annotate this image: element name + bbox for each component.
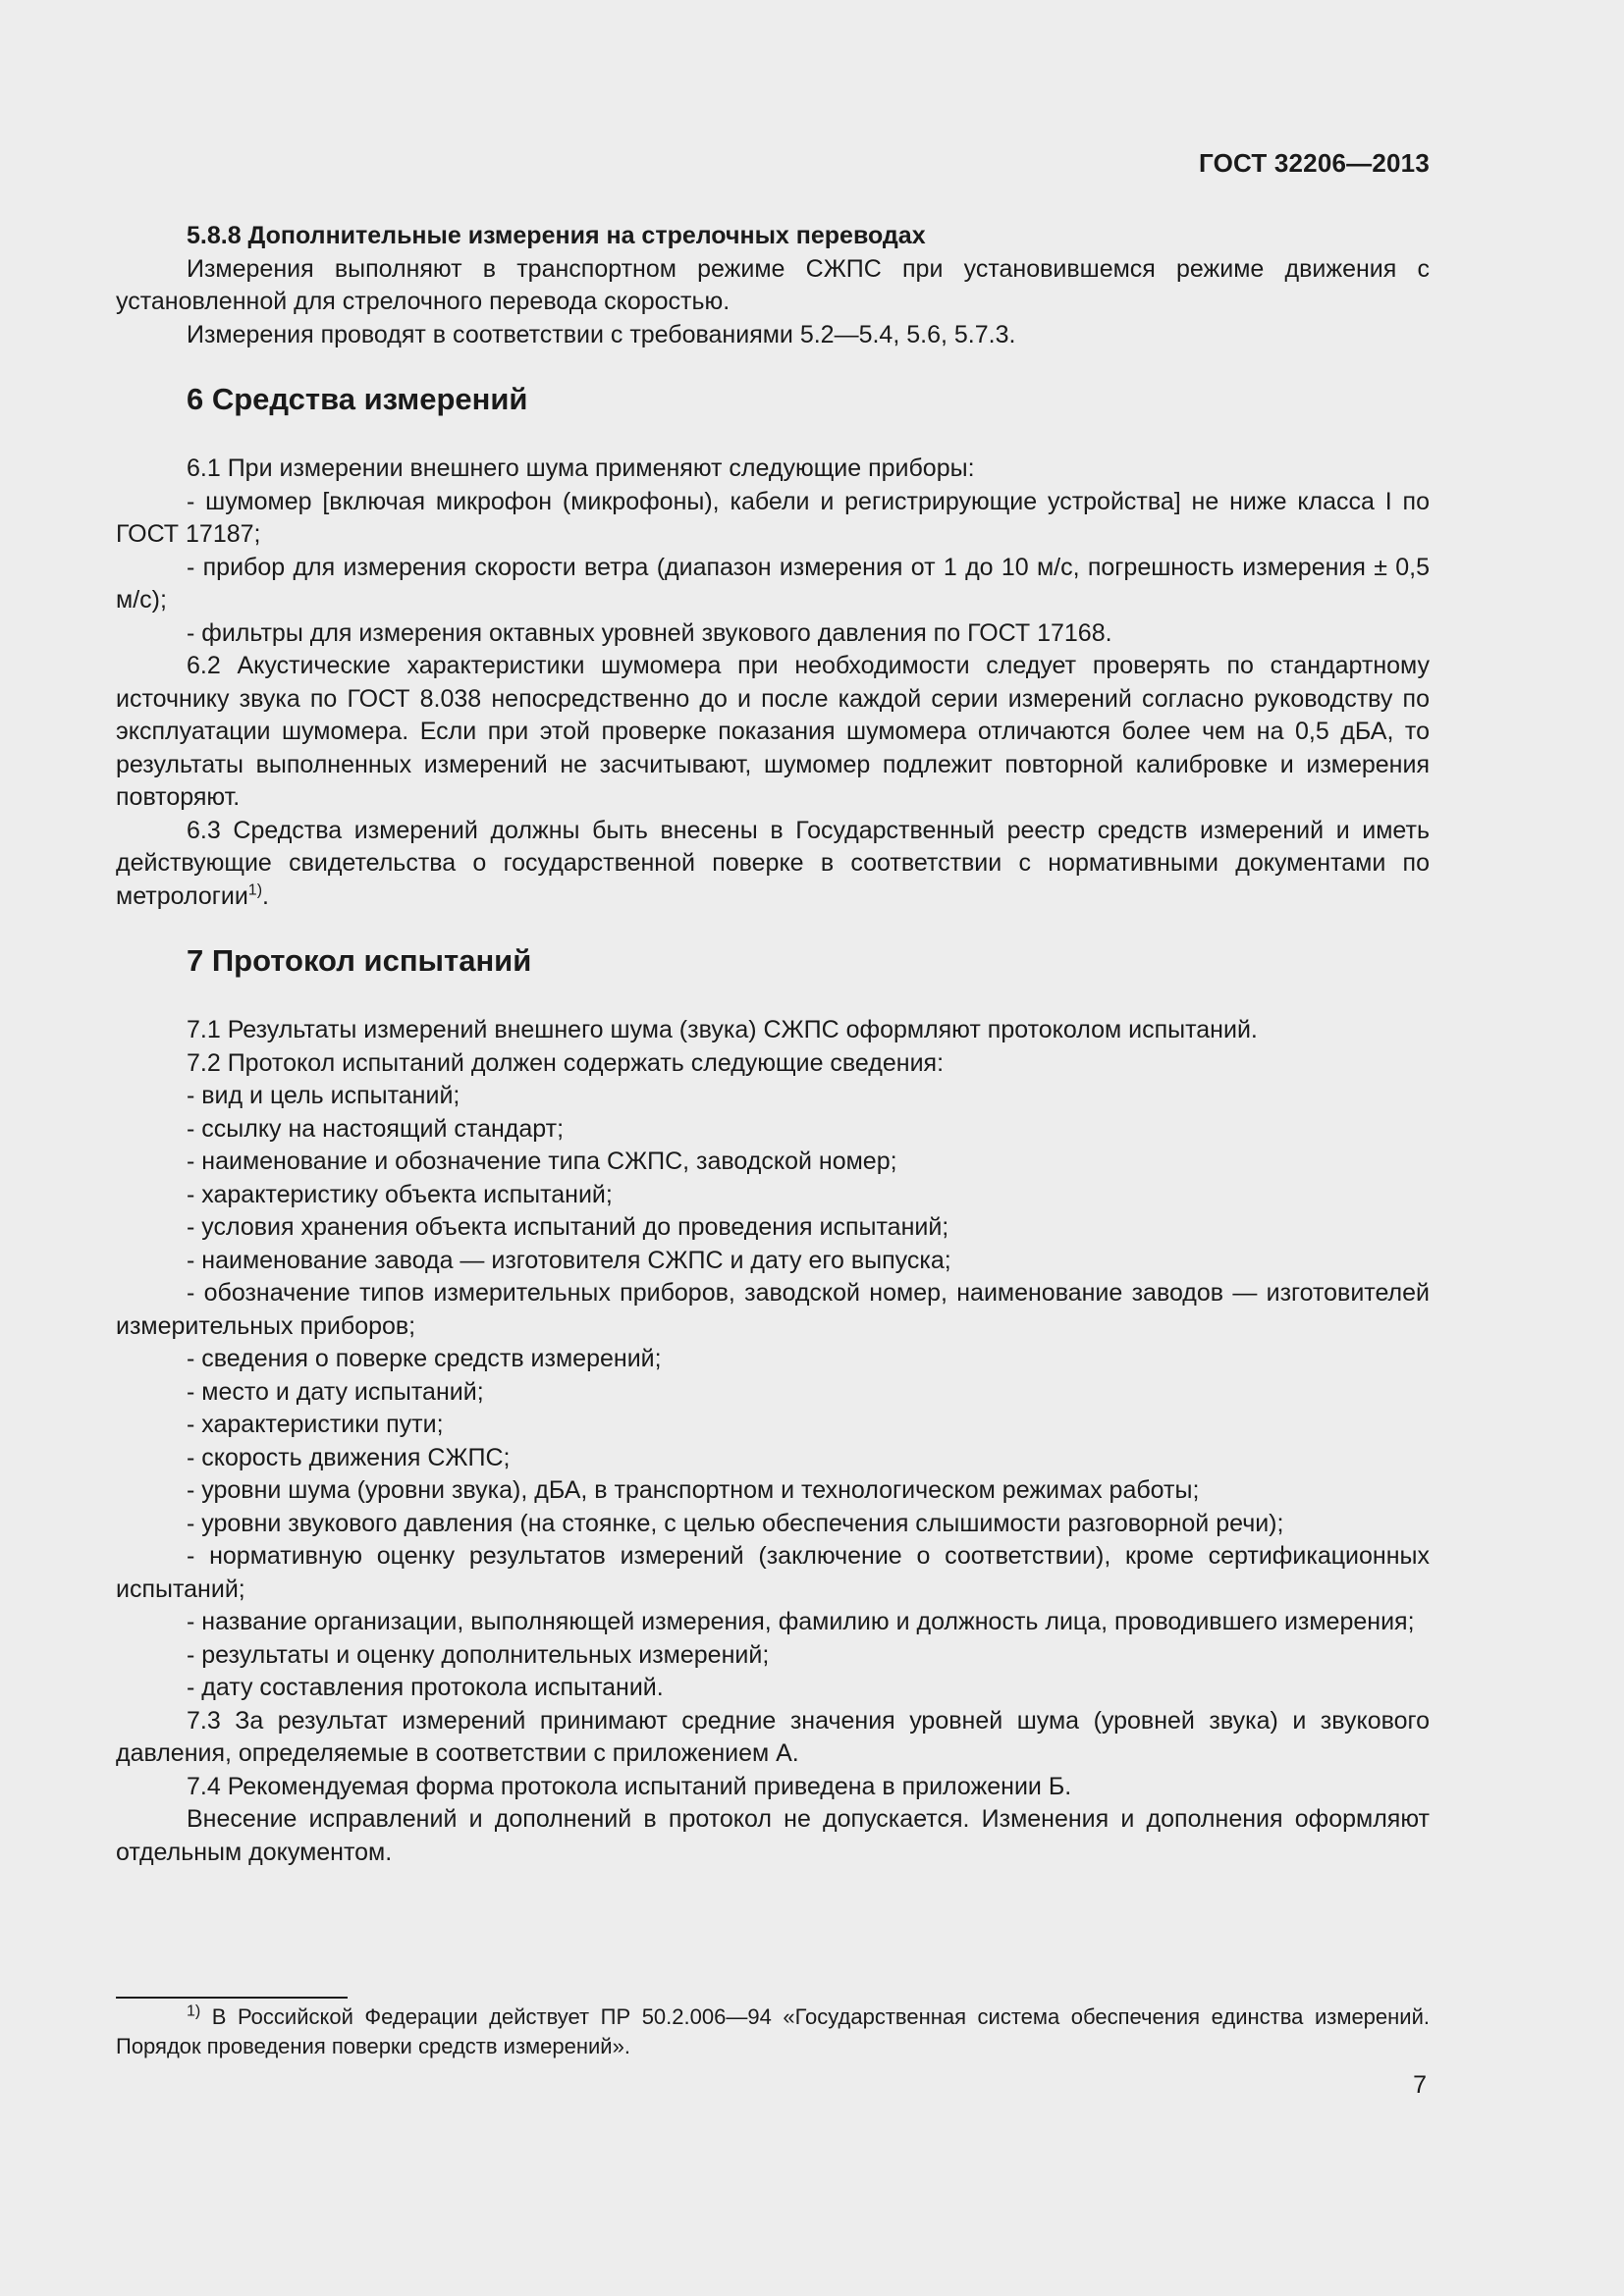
paragraph-6-1: 6.1 При измерении внешнего шума применяют следующие приборы: xyxy=(187,454,975,482)
list-item: - условия хранения объекта испытаний до проведения испытаний; xyxy=(187,1213,949,1241)
list-item: - прибор для измерения скорости ветра (диапазон измерения от 1 до 10 м/с, погрешность измерения ± 0,5 м/с); xyxy=(116,553,1430,614)
footnote-separator xyxy=(116,1997,348,1999)
paragraph: Измерения выполняют в транспортном режиме СЖПС при установившемся режиме движения с установленной для стрелочного перевода скоростью. xyxy=(116,254,1430,315)
list-item: - результаты и оценку дополнительных измерений; xyxy=(187,1640,770,1669)
list-item: - обозначение типов измерительных приборов, заводской номер, наименование заводов — изготовителей измерительных приборов; xyxy=(116,1279,1430,1340)
list-item: - характеристику объекта испытаний; xyxy=(187,1180,613,1208)
paragraph-7-2: 7.2 Протокол испытаний должен содержать следующие сведения: xyxy=(187,1048,945,1077)
list-item: - дату составления протокола испытаний. xyxy=(187,1674,664,1701)
section-5-8-8-title: 5.8.8 Дополнительные измерения на стрелочных переводах xyxy=(187,222,926,249)
page-number: 7 xyxy=(1413,2071,1427,2099)
paragraph-6-3-end: . xyxy=(262,881,269,910)
list-item: - характеристики пути; xyxy=(187,1411,444,1438)
paragraph-7-1: 7.1 Результаты измерений внешнего шума (звука) СЖПС оформляют протоколом испытаний. xyxy=(187,1016,1258,1043)
list-item: - скорость движения СЖПС; xyxy=(187,1443,511,1471)
list-item: - вид и цель испытаний; xyxy=(187,1082,460,1109)
paragraph-6-3-text: 6.3 Средства измерений должны быть внесены в Государственный реестр средств измерений и иметь действующие свидетельства о государственной поверке в соответствии с нормативными документами по метрологии xyxy=(116,816,1430,910)
document-code-header: ГОСТ 32206—2013 xyxy=(1199,148,1430,178)
list-item: - сведения о поверке средств измерений; xyxy=(187,1345,662,1372)
footnote-text: В Российской Федерации действует ПР 50.2.006—94 «Государственная система обеспечения единства измерений. Порядок проведения поверки средств измерений». xyxy=(116,2004,1430,2058)
paragraph-7-4: 7.4 Рекомендуемая форма протокола испытаний приведена в приложении Б. xyxy=(187,1772,1072,1800)
paragraph: Внесение исправлений и дополнений в протокол не допускается. Изменения и дополнения оформляют отдельным документом. xyxy=(116,1805,1430,1866)
footnote xyxy=(116,2002,1430,2061)
list-item: - нормативную оценку результатов измерений (заключение о соответствии), кроме сертификационных испытаний; xyxy=(116,1542,1430,1603)
paragraph-7-3: 7.3 За результат измерений принимают средние значения уровней шума (уровней звука) и звукового давления, определяемые в соответствии с приложением А. xyxy=(116,1706,1430,1767)
section-7-heading: 7 Протокол испытаний xyxy=(187,943,532,978)
list-item: - фильтры для измерения октавных уровней звукового давления по ГОСТ 17168. xyxy=(187,618,1112,647)
section-6-heading: 6 Средства измерений xyxy=(187,382,528,416)
document-body xyxy=(116,220,1430,1869)
list-item: - уровни звукового давления (на стоянке, с целью обеспечения слышимости разговорной речи); xyxy=(187,1509,1284,1537)
list-item: - наименование завода — изготовителя СЖПС и дату его выпуска; xyxy=(187,1246,951,1274)
list-item: - название организации, выполняющей измерения, фамилию и должность лица, проводившего измерения; xyxy=(187,1608,1415,1635)
list-item: - наименование и обозначение типа СЖПС, заводской номер; xyxy=(187,1148,897,1175)
list-item: - шумомер [включая микрофон (микрофоны), кабели и регистрирующие устройства] не ниже класса I по ГОСТ 17187; xyxy=(116,487,1430,548)
paragraph-6-2: 6.2 Акустические характеристики шумомера при необходимости следует проверять по стандартному источнику звука по ГОСТ 8.038 непосредственно до и после каждой серии измерений согласно руководству по эксплуатации шумомера. Если при этой проверке показания шумомера отличаются более чем на 0,5 дБА, то результаты выполненных измерений не засчитывают, шумомер подлежит повторной калибровке и измерения повторяют. xyxy=(116,652,1430,811)
footnote-reference: 1) xyxy=(247,881,263,899)
list-item: - уровни шума (уровни звука), дБА, в транспортном и технологическом режимах работы; xyxy=(187,1476,1200,1504)
list-item: - место и дату испытаний; xyxy=(187,1377,484,1406)
footnote-marker: 1) xyxy=(187,2002,201,2020)
paragraph: Измерения проводят в соответствии с требованиями 5.2—5.4, 5.6, 5.7.3. xyxy=(187,320,1016,348)
paragraph-6-3 xyxy=(116,815,1430,914)
list-item: - ссылку на настоящий стандарт; xyxy=(187,1114,565,1143)
